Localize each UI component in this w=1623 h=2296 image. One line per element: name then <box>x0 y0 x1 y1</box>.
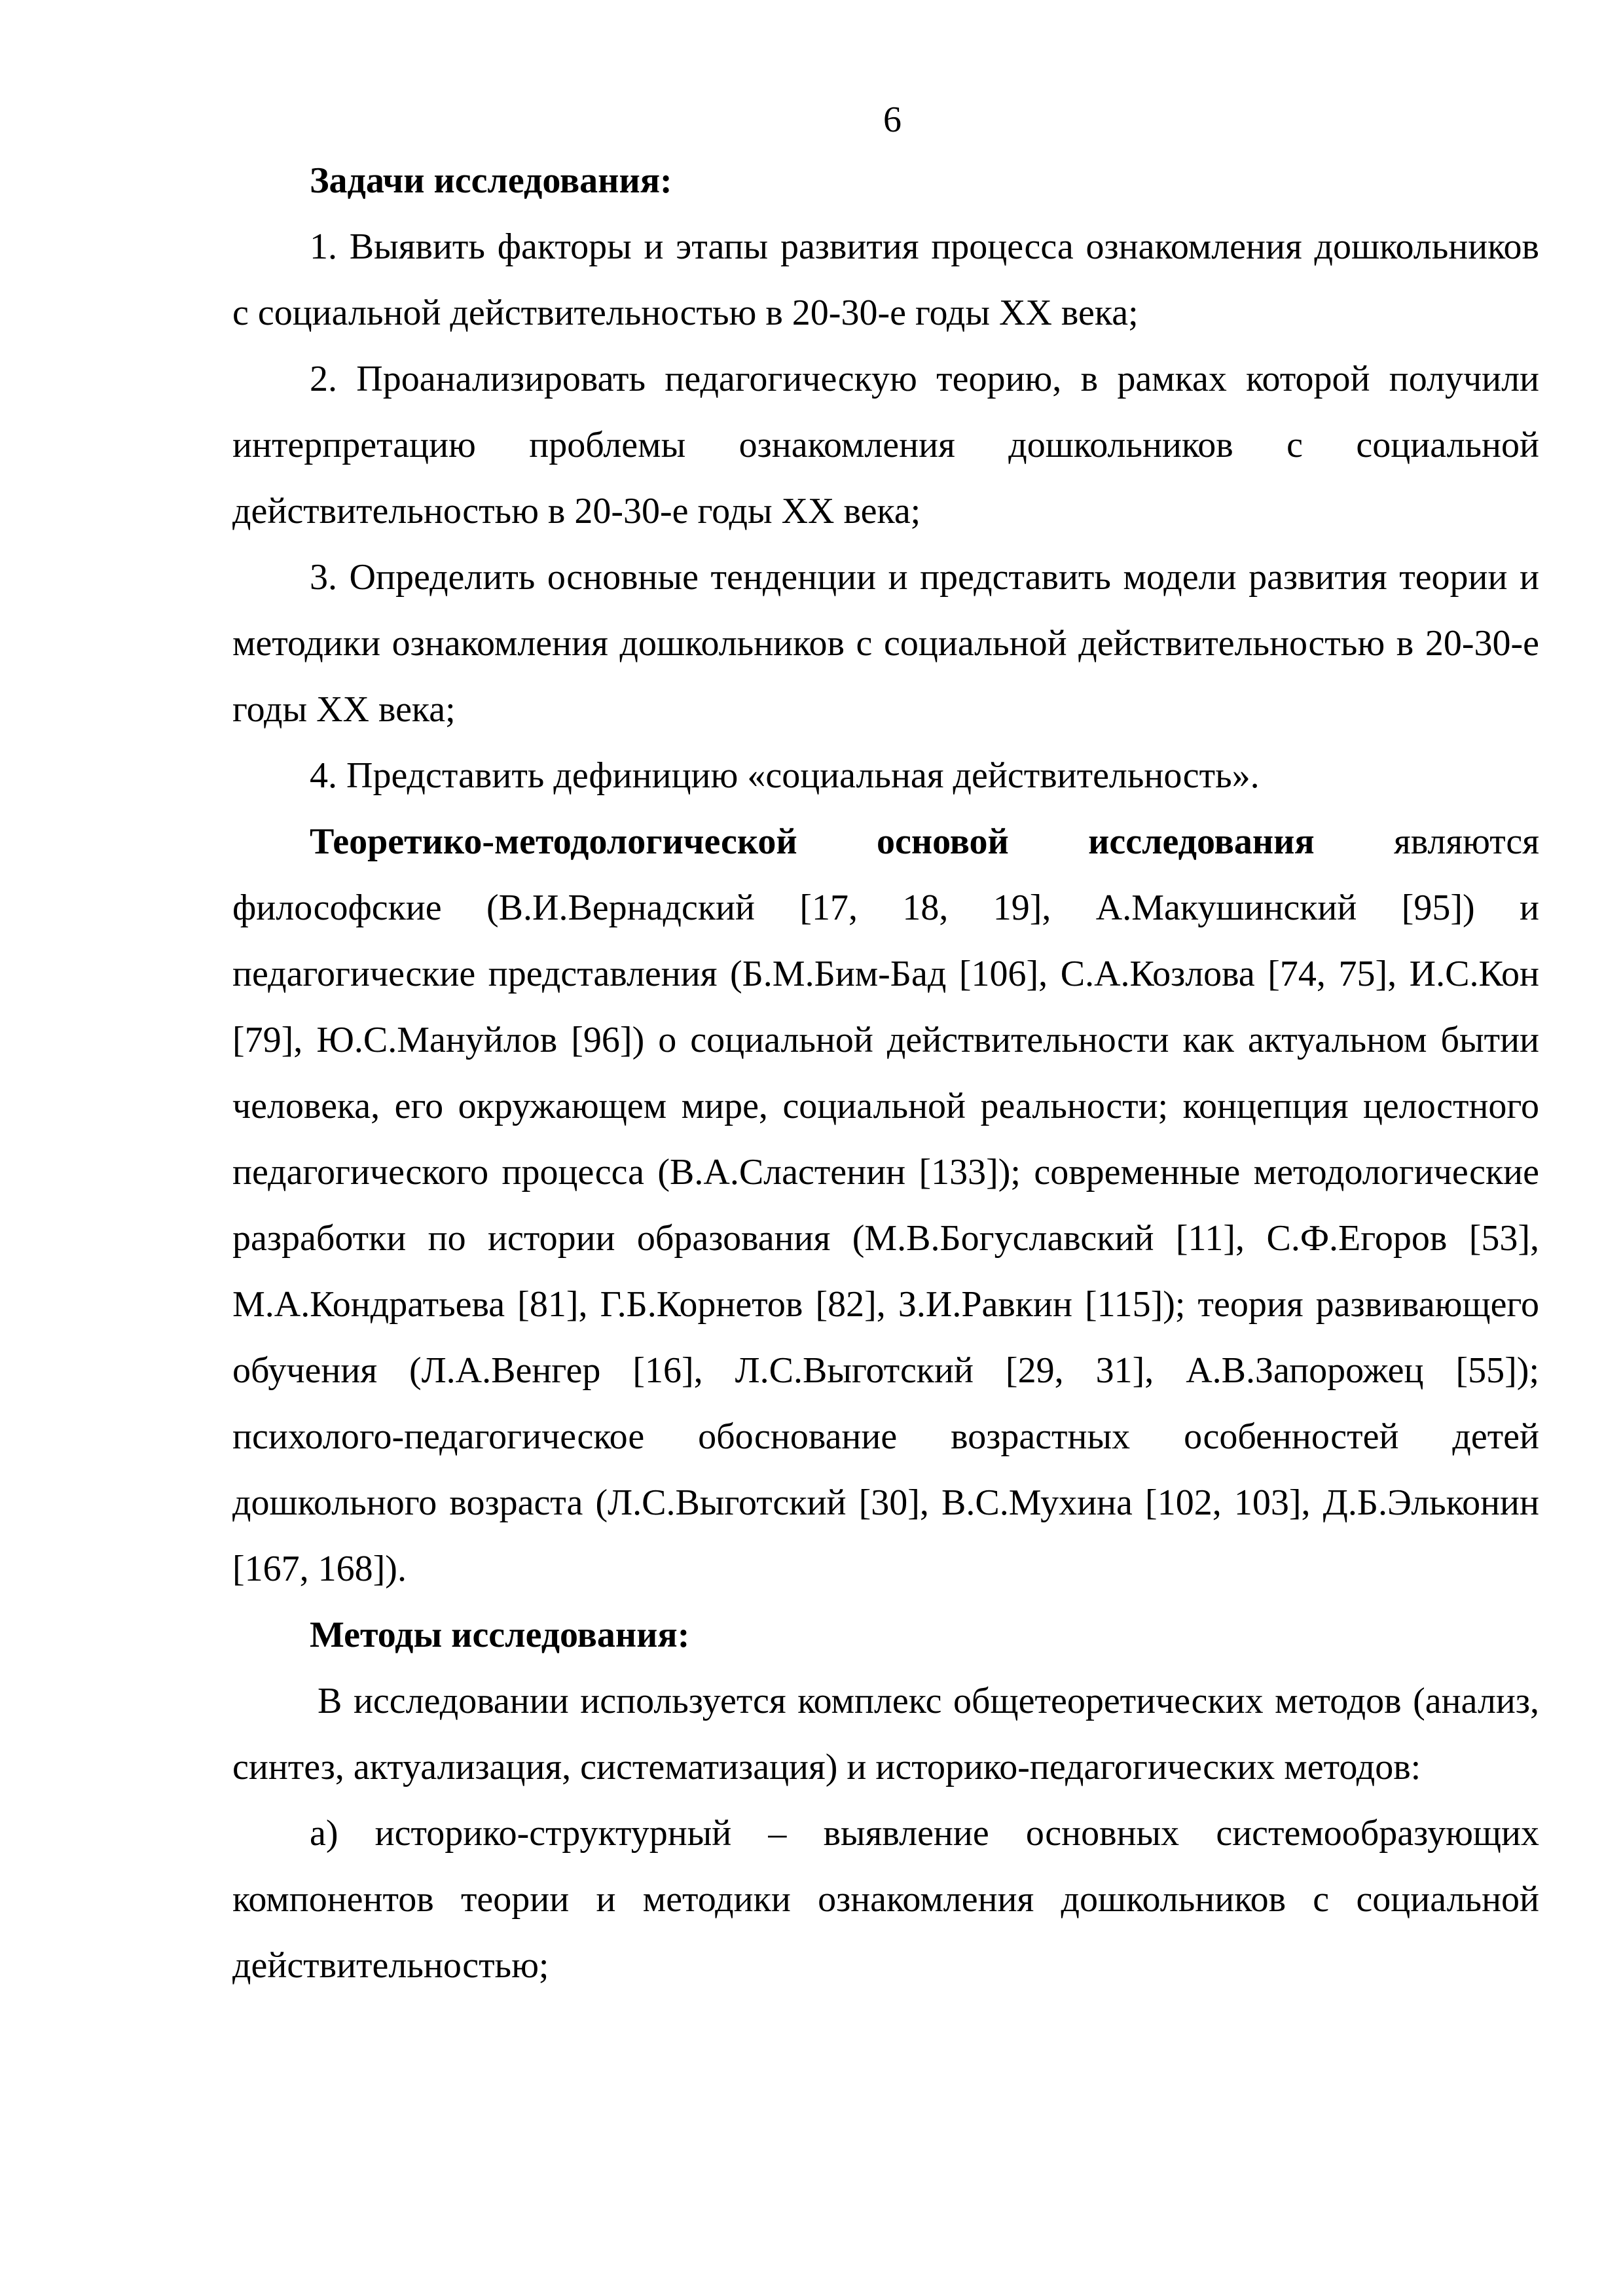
document-body <box>232 148 1539 1999</box>
methods-intro: В исследовании используется комплекс общетеоретических методов (анализ, синтез, актуализация, систематизация) и историко-педагогических методов: <box>232 1681 1539 1787</box>
methodological-basis-paragraph <box>232 809 1539 1602</box>
page-number: 6 <box>883 99 902 140</box>
task-item-2: 2. Проанализировать педагогическую теорию, в рамках которой получили интерпретацию проблемы ознакомления дошкольников с социальной действительностью в 20-30-е годы XX века; <box>232 359 1539 531</box>
task-item-4: 4. Представить дефиницию «социальная действительность». <box>310 755 1260 796</box>
task-item-1: 1. Выявить факторы и этапы развития процесса ознакомления дошкольников с социальной действительностью в 20-30-е годы XX века; <box>232 226 1539 333</box>
tasks-heading: Задачи исследования: <box>310 160 672 201</box>
task-item-3: 3. Определить основные тенденции и представить модели развития теории и методики ознакомления дошкольников с социальной действительностью в 20-30-е годы XX века; <box>232 557 1539 730</box>
methods-heading: Методы исследования: <box>310 1615 690 1655</box>
methodological-basis-lead: Теоретико-методологической основой исследования <box>310 821 1315 862</box>
method-item-a: а) историко-структурный – выявление основных системообразующих компонентов теории и методики ознакомления дошкольников с социальной действительностью; <box>232 1813 1539 1986</box>
methodological-basis-text: являются философские (В.И.Вернадский [17, 18, 19], А.Макушинский [95]) и педагогические представления (Б.М.Бим-Бад [106], С.А.Козлова [74, 75], И.С.Кон [79], Ю.С.Мануйлов [96]) о социальной действительности как актуальном бытии человека, его окружающем мире, социальной реальности; концепция целостного педагогического процесса (В.А.Сластенин [133]); современные методологические разработки по истории образования (М.В.Богуславский [11], С.Ф.Егоров [53], М.А.Кондратьева [81], Г.Б.Корнетов [82], З.И.Равкин [115]); теория развивающего обучения (Л.А.Венгер [16], Л.С.Выготский [29, 31], А.В.Запорожец [55]); психолого-педагогическое обоснование возрастных особенностей детей дошкольного возраста (Л.С.Выготский [30], В.С.Мухина [102, 103], Д.Б.Эльконин [167, 168]). <box>232 821 1539 1589</box>
